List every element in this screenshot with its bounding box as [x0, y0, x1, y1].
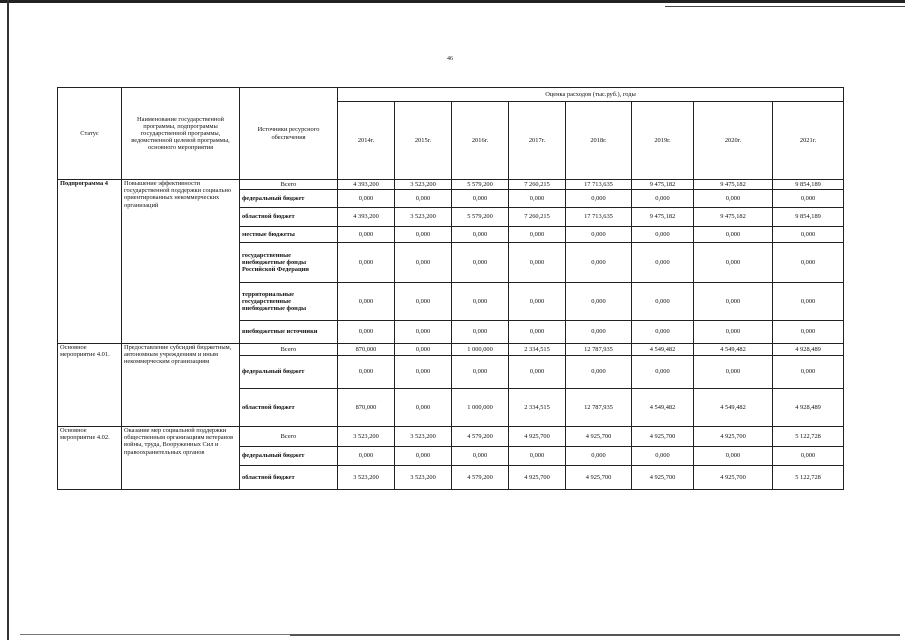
value-cell: 0,000 — [509, 356, 566, 389]
value-cell: 0,000 — [566, 356, 632, 389]
value-cell: 0,000 — [395, 389, 452, 427]
value-cell: 0,000 — [566, 243, 632, 283]
value-cell: 5 579,200 — [452, 180, 509, 190]
table-row — [58, 427, 844, 447]
header-year: 2018г. — [566, 102, 632, 180]
value-cell: 0,000 — [694, 243, 773, 283]
value-cell: 0,000 — [773, 356, 844, 389]
value-cell: 0,000 — [566, 447, 632, 466]
value-cell: 5 122,728 — [773, 427, 844, 447]
row-source: областной бюджет — [240, 389, 338, 427]
value-cell: 4 549,482 — [694, 389, 773, 427]
header-source: Источники ресурсного обеспечения — [240, 88, 338, 180]
value-cell: 0,000 — [773, 243, 844, 283]
row-status: Основное мероприятие 4.01. — [58, 344, 122, 427]
value-cell: 4 928,489 — [773, 344, 844, 356]
value-cell: 0,000 — [452, 227, 509, 243]
header-year: 2020г. — [694, 102, 773, 180]
row-name: Оказание мер социальной поддержки общественным организациям ветеранов войны, труда, Вооруженных Сил и правоохранительных органов — [122, 427, 240, 490]
value-cell: 5 579,200 — [452, 208, 509, 227]
value-cell: 4 925,700 — [566, 427, 632, 447]
row-source: Всего — [240, 180, 338, 190]
value-cell: 3 523,200 — [395, 427, 452, 447]
value-cell: 0,000 — [694, 321, 773, 344]
scan-edge-top — [0, 0, 905, 3]
value-cell: 0,000 — [452, 190, 509, 208]
value-cell: 0,000 — [338, 190, 395, 208]
value-cell: 0,000 — [395, 356, 452, 389]
row-status: Основное мероприятие 4.02. — [58, 427, 122, 490]
row-source: внебюджетные источники — [240, 321, 338, 344]
value-cell: 0,000 — [566, 227, 632, 243]
value-cell: 0,000 — [509, 283, 566, 321]
value-cell: 4 925,700 — [509, 466, 566, 490]
row-status: Подпрограмма 4 — [58, 180, 122, 344]
scan-line-top-right — [665, 6, 905, 7]
header-year: 2021г. — [773, 102, 844, 180]
value-cell: 2 334,515 — [509, 389, 566, 427]
value-cell: 0,000 — [395, 321, 452, 344]
value-cell: 0,000 — [395, 190, 452, 208]
value-cell: 4 928,489 — [773, 389, 844, 427]
row-source: Всего — [240, 344, 338, 356]
value-cell: 0,000 — [632, 190, 694, 208]
row-source: местные бюджеты — [240, 227, 338, 243]
header-name: Наименование государственной программы, подпрограммы государственной программы, ведомственной целевой программы, основного мероприятия — [122, 88, 240, 180]
row-name: Предоставление субсидий бюджетным, автономным учреждениям и иным некоммерческим организациям — [122, 344, 240, 427]
row-source: областной бюджет — [240, 208, 338, 227]
value-cell: 3 523,200 — [395, 180, 452, 190]
value-cell: 17 713,635 — [566, 180, 632, 190]
value-cell: 0,000 — [509, 227, 566, 243]
value-cell: 4 579,200 — [452, 466, 509, 490]
value-cell: 0,000 — [338, 447, 395, 466]
value-cell: 0,000 — [773, 321, 844, 344]
value-cell: 3 523,200 — [395, 466, 452, 490]
value-cell: 7 260,215 — [509, 180, 566, 190]
value-cell: 0,000 — [694, 447, 773, 466]
row-source: федеральный бюджет — [240, 190, 338, 208]
value-cell: 3 523,200 — [395, 208, 452, 227]
value-cell: 0,000 — [632, 356, 694, 389]
value-cell: 0,000 — [395, 243, 452, 283]
value-cell: 0,000 — [694, 356, 773, 389]
value-cell: 0,000 — [566, 321, 632, 344]
value-cell: 0,000 — [632, 227, 694, 243]
value-cell: 4 549,482 — [694, 344, 773, 356]
value-cell: 3 523,200 — [338, 427, 395, 447]
value-cell: 0,000 — [509, 190, 566, 208]
value-cell: 9 475,182 — [694, 180, 773, 190]
value-cell: 0,000 — [395, 283, 452, 321]
header-year: 2017г. — [509, 102, 566, 180]
page-number: 46 — [447, 56, 453, 62]
table-row — [58, 344, 844, 356]
value-cell: 1 000,000 — [452, 389, 509, 427]
value-cell: 0,000 — [338, 227, 395, 243]
value-cell: 0,000 — [694, 227, 773, 243]
value-cell: 9 475,182 — [632, 180, 694, 190]
value-cell: 0,000 — [338, 356, 395, 389]
budget-table — [57, 87, 844, 490]
value-cell: 0,000 — [694, 283, 773, 321]
value-cell: 5 122,728 — [773, 466, 844, 490]
value-cell: 4 925,700 — [694, 427, 773, 447]
value-cell: 4 393,200 — [338, 180, 395, 190]
row-source: государственные внебюджетные фонды Российской Федерации — [240, 243, 338, 283]
value-cell: 0,000 — [338, 321, 395, 344]
value-cell: 0,000 — [632, 321, 694, 344]
value-cell: 0,000 — [632, 283, 694, 321]
value-cell: 0,000 — [452, 283, 509, 321]
value-cell: 0,000 — [509, 447, 566, 466]
value-cell: 0,000 — [773, 283, 844, 321]
header-year: 2014г. — [338, 102, 395, 180]
value-cell: 0,000 — [452, 243, 509, 283]
value-cell: 0,000 — [773, 227, 844, 243]
value-cell: 9 475,182 — [694, 208, 773, 227]
value-cell: 0,000 — [395, 344, 452, 356]
value-cell: 9 854,189 — [773, 208, 844, 227]
value-cell: 12 787,935 — [566, 389, 632, 427]
row-source: областной бюджет — [240, 466, 338, 490]
value-cell: 4 393,200 — [338, 208, 395, 227]
scan-edge-left — [7, 0, 9, 640]
header-year: 2015г. — [395, 102, 452, 180]
value-cell: 9 854,189 — [773, 180, 844, 190]
row-source: Всего — [240, 427, 338, 447]
value-cell: 0,000 — [773, 190, 844, 208]
value-cell: 0,000 — [632, 447, 694, 466]
scan-line-bottom — [290, 634, 900, 636]
value-cell: 4 925,700 — [566, 466, 632, 490]
value-cell: 4 549,482 — [632, 389, 694, 427]
value-cell: 4 925,700 — [632, 466, 694, 490]
value-cell: 3 523,200 — [338, 466, 395, 490]
header-year: 2019г. — [632, 102, 694, 180]
header-estimate: Оценка расходов (тыс.руб.), годы — [338, 88, 844, 102]
row-name: Повышение эффективности государственной поддержки социально ориентированных некоммерческих организаций — [122, 180, 240, 344]
value-cell: 17 713,635 — [566, 208, 632, 227]
value-cell: 870,000 — [338, 344, 395, 356]
value-cell: 0,000 — [338, 243, 395, 283]
value-cell: 0,000 — [509, 321, 566, 344]
header-status: Статус — [58, 88, 122, 180]
value-cell: 0,000 — [694, 190, 773, 208]
value-cell: 2 334,515 — [509, 344, 566, 356]
value-cell: 9 475,182 — [632, 208, 694, 227]
row-source: федеральный бюджет — [240, 356, 338, 389]
value-cell: 0,000 — [509, 243, 566, 283]
value-cell: 0,000 — [452, 321, 509, 344]
value-cell: 4 925,700 — [694, 466, 773, 490]
value-cell: 870,000 — [338, 389, 395, 427]
value-cell: 0,000 — [395, 227, 452, 243]
value-cell: 4 925,700 — [632, 427, 694, 447]
value-cell: 7 260,215 — [509, 208, 566, 227]
value-cell: 4 925,700 — [509, 427, 566, 447]
value-cell: 4 579,200 — [452, 427, 509, 447]
value-cell: 0,000 — [566, 190, 632, 208]
header-year: 2016г. — [452, 102, 509, 180]
value-cell: 1 000,000 — [452, 344, 509, 356]
row-source: федеральный бюджет — [240, 447, 338, 466]
value-cell: 4 549,482 — [632, 344, 694, 356]
value-cell: 0,000 — [452, 447, 509, 466]
row-source: территориальные государственные внебюджетные фонды — [240, 283, 338, 321]
value-cell: 0,000 — [452, 356, 509, 389]
table-row — [58, 180, 844, 190]
value-cell: 12 787,935 — [566, 344, 632, 356]
value-cell: 0,000 — [566, 283, 632, 321]
value-cell: 0,000 — [632, 243, 694, 283]
value-cell: 0,000 — [773, 447, 844, 466]
value-cell: 0,000 — [395, 447, 452, 466]
value-cell: 0,000 — [338, 283, 395, 321]
